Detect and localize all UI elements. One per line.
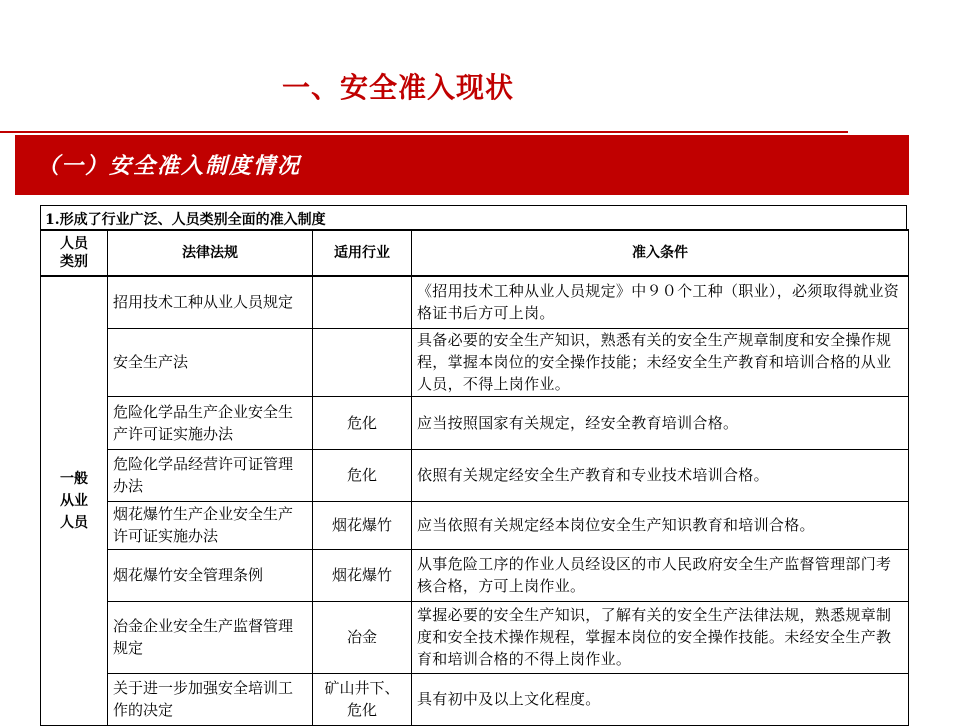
- industry-cell: 冶金: [313, 601, 412, 673]
- header-condition: 准入条件: [412, 230, 909, 276]
- header-category: 人员类别: [41, 230, 108, 276]
- condition-cell: 具备必要的安全生产知识，熟悉有关的安全生产规章制度和安全操作规程，掌握本岗位的安全操作技能；未经安全生产教育和培训合格的从业人员，不得上岗作业。: [412, 328, 909, 396]
- industry-cell: 危化: [313, 396, 412, 449]
- law-cell: 冶金企业安全生产监督管理规定: [108, 601, 313, 673]
- industry-cell: 危化: [313, 449, 412, 501]
- condition-cell: 从事危险工序的作业人员经设区的市人民政府安全生产监督管理部门考核合格，方可上岗作业。: [412, 549, 909, 601]
- top-divider: [0, 131, 848, 133]
- section-banner: [15, 135, 909, 195]
- header-law: 法律法规: [108, 230, 313, 276]
- condition-cell: 应当按照国家有关规定，经安全教育培训合格。: [412, 396, 909, 449]
- industry-cell: 烟花爆竹: [313, 549, 412, 601]
- condition-cell: 掌握必要的安全生产知识，了解有关的安全生产法律法规，熟悉规章制度和安全技术操作规程，掌握本岗位的安全操作技能。未经安全生产教育和培训合格的不得上岗作业。: [412, 601, 909, 673]
- industry-cell: [313, 328, 412, 396]
- banner-title: （一）安全准入制度情况: [37, 154, 302, 179]
- condition-cell: 依照有关规定经安全生产教育和专业技术培训合格。: [412, 449, 909, 501]
- law-cell: 烟花爆竹安全管理条例: [108, 549, 313, 601]
- condition-cell: 应当依照有关规定经本岗位安全生产知识教育和培训合格。: [412, 501, 909, 549]
- table-row: [41, 328, 909, 396]
- law-cell: 招用技术工种从业人员规定: [108, 276, 313, 328]
- table-row: [41, 501, 909, 549]
- industry-cell: 矿山井下、危化: [313, 673, 412, 725]
- table-row: [41, 396, 909, 449]
- category-cell: 一般从业人员: [41, 276, 108, 725]
- table-heading: 1.形成了行业广泛、人员类别全面的准入制度: [40, 205, 907, 229]
- law-cell: 安全生产法: [108, 328, 313, 396]
- condition-cell: 具有初中及以上文化程度。: [412, 673, 909, 725]
- law-cell: 危险化学品生产企业安全生产许可证实施办法: [108, 396, 313, 449]
- table-row: [41, 549, 909, 601]
- header-industry: 适用行业: [313, 230, 412, 276]
- law-cell: 危险化学品经营许可证管理办法: [108, 449, 313, 501]
- admission-table: [40, 229, 909, 726]
- table-row: [41, 276, 909, 328]
- industry-cell: 烟花爆竹: [313, 501, 412, 549]
- law-cell: 烟花爆竹生产企业安全生产许可证实施办法: [108, 501, 313, 549]
- industry-cell: [313, 276, 412, 328]
- table-row: [41, 673, 909, 725]
- table-row: [41, 449, 909, 501]
- law-cell: 关于进一步加强安全培训工作的决定: [108, 673, 313, 725]
- condition-cell: 《招用技术工种从业人员规定》中９０个工种（职业），必须取得就业资格证书后方可上岗。: [412, 276, 909, 328]
- page-title: 一、安全准入现状: [282, 71, 515, 104]
- table-row: [41, 601, 909, 673]
